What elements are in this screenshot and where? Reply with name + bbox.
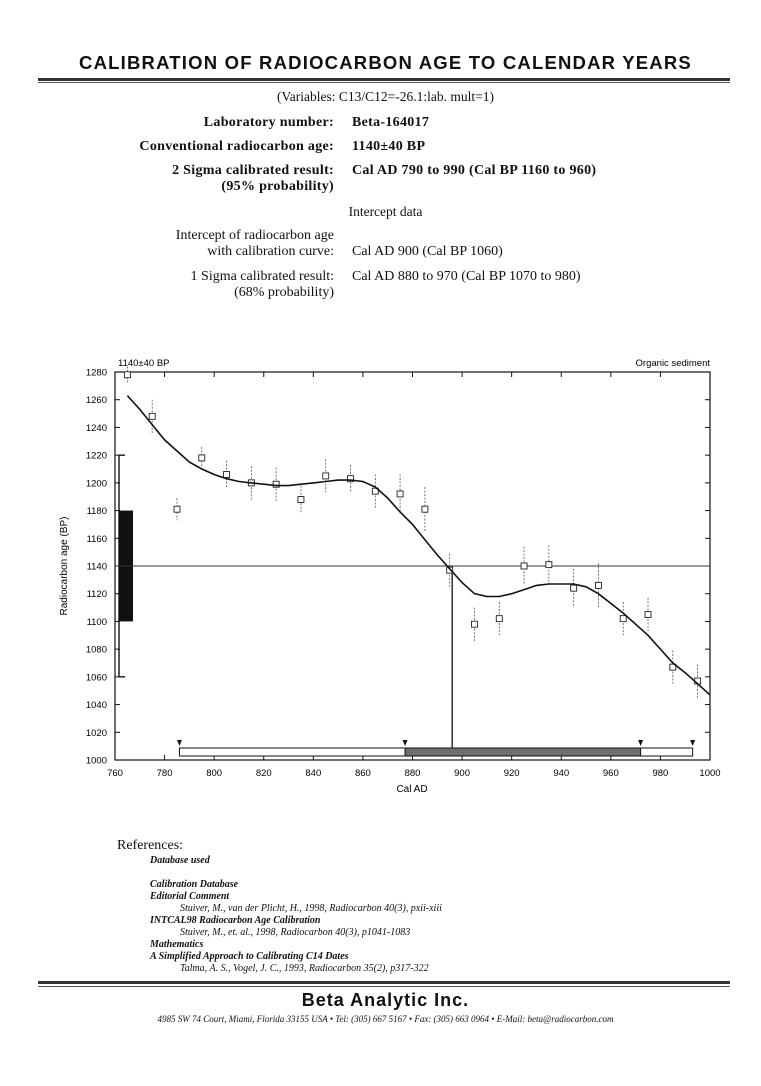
data-point: [199, 455, 205, 461]
reference-list: [150, 855, 442, 975]
data-point: [620, 616, 626, 622]
reference-line: A Simplified Approach to Calibrating C14 Dates: [150, 951, 349, 962]
data-point: [174, 506, 180, 512]
x-tick-label: 900: [454, 768, 471, 779]
one-sigma-value: Cal AD 880 to 970 (Cal BP 1070 to 980): [352, 269, 581, 284]
intercept-label-2: with calibration curve:: [207, 244, 334, 259]
references: [117, 838, 442, 975]
x-tick-label: 960: [602, 768, 619, 779]
x-tick-label: 840: [305, 768, 322, 779]
x-tick-label: 880: [404, 768, 421, 779]
chart-x-axis-label: Cal AD: [396, 784, 428, 795]
x-tick-label: 1000: [699, 768, 721, 779]
reference-line: Stuiver, M., et. al., 1998, Radiocarbon 40(3), p1041-1083: [180, 927, 411, 938]
chart-y-axis-label: Radiocarbon age (BP): [59, 516, 70, 616]
one-sigma-calendar-bar: [405, 748, 641, 756]
y-tick-label: 1040: [85, 700, 107, 712]
company-address: 4985 SW 74 Court, Miami, Florida 33155 USA • Tel: (305) 667 5167 • Fax: (305) 663 0964 • E-Mail: beta@radiocarbon.com: [157, 1014, 614, 1024]
data-point: [546, 562, 552, 568]
y-tick-label: 1280: [85, 367, 107, 379]
reference-line: Stuiver, M., van der Plicht, H., 1998, Radiocarbon 40(3), pxii-xiii: [180, 903, 442, 914]
intercept-value: Cal AD 900 (Cal BP 1060): [352, 244, 503, 259]
range-marker: [638, 740, 643, 746]
y-tick-label: 1200: [85, 478, 107, 490]
data-point: [323, 473, 329, 479]
y-tick-label: 1020: [85, 727, 107, 739]
footer-rule-thin: [38, 986, 730, 987]
intercept-heading: Intercept data: [348, 204, 423, 219]
reference-line: Editorial Comment: [150, 891, 230, 902]
reference-line: INTCAL98 Radiocarbon Age Calibration: [150, 915, 321, 926]
reference-line: Database used: [150, 855, 210, 866]
reference-line: Calibration Database: [150, 879, 239, 890]
y-tick-label: 1120: [86, 589, 107, 601]
range-marker: [177, 740, 182, 746]
two-sigma-value: Cal AD 790 to 990 (Cal BP 1160 to 960): [352, 163, 597, 178]
lab-number-label: Laboratory number:: [203, 115, 334, 130]
x-tick-label: 760: [107, 768, 123, 779]
y-tick-label: 1260: [85, 395, 107, 407]
one-sigma-label: 1 Sigma calibrated result:: [190, 269, 334, 284]
calibration-curve: [127, 396, 710, 695]
data-point: [471, 621, 477, 627]
y-tick-label: 1220: [85, 450, 107, 462]
data-point: [521, 563, 527, 569]
references-title: References:: [117, 838, 184, 853]
two-sigma-probability: (95% probability): [221, 179, 334, 194]
x-tick-label: 820: [255, 768, 272, 779]
conventional-age-label: Conventional radiocarbon age:: [139, 139, 334, 154]
data-point: [645, 612, 651, 618]
data-point: [298, 496, 304, 502]
one-sigma-probability: (68% probability): [234, 285, 334, 300]
two-sigma-label: 2 Sigma calibrated result:: [172, 163, 334, 178]
company-name: Beta Analytic Inc.: [301, 990, 470, 1010]
data-point: [571, 585, 577, 591]
data-point: [422, 506, 428, 512]
y-tick-label: 1000: [85, 755, 107, 767]
page-title: CALIBRATION OF RADIOCARBON AGE TO CALENDAR YEARS: [79, 52, 692, 73]
range-marker: [403, 740, 408, 746]
reference-line: [150, 867, 442, 879]
data-point: [124, 372, 130, 378]
x-tick-label: 920: [503, 768, 520, 779]
y-tick-label: 1160: [86, 533, 107, 545]
intercept-label: Intercept of radiocarbon age: [175, 228, 334, 243]
y-tick-label: 1180: [86, 506, 107, 518]
x-tick-label: 980: [652, 768, 669, 779]
x-tick-label: 780: [156, 768, 173, 779]
variables-line: (Variables: C13/C12=-26.1:lab. mult=1): [277, 89, 494, 104]
data-point: [224, 472, 230, 478]
x-tick-label: 800: [206, 768, 223, 779]
range-marker: [690, 740, 695, 746]
y-tick-label: 1100: [86, 616, 107, 628]
data-point: [397, 491, 403, 497]
y-tick-label: 1060: [85, 672, 107, 684]
conventional-age-value: 1140±40 BP: [352, 139, 426, 154]
data-point: [595, 582, 601, 588]
x-tick-label: 860: [354, 768, 371, 779]
reference-line: Talma, A. S., Vogel, J. C., 1993, Radiocarbon 35(2), p317-322: [180, 963, 429, 974]
y-tick-label: 1080: [85, 644, 107, 656]
data-point: [496, 616, 502, 622]
y-tick-label: 1240: [85, 422, 107, 434]
lab-number-value: Beta-164017: [352, 115, 430, 130]
y-tick-label: 1140: [86, 561, 107, 573]
footer-rule: [38, 981, 730, 984]
chart-top-left-label: 1140±40 BP: [118, 358, 170, 369]
x-tick-label: 940: [553, 768, 570, 779]
chart-top-right-label: Organic sediment: [635, 358, 710, 369]
data-point: [149, 413, 155, 419]
reference-line: Mathematics: [150, 939, 204, 950]
